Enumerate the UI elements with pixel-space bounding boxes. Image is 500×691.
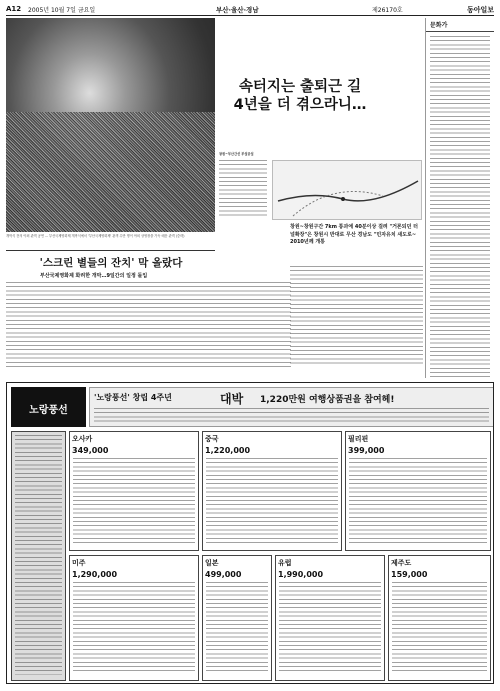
ad-cell-name: 유럽: [278, 559, 292, 567]
festival-headline: '스크린 별들의 잔치' 막 올랐다: [39, 257, 183, 269]
commute-lead: 창원~창원구간 7km 통과에 40분이상 걸려 "거론되던 터널확장"은 창원시 반대로 무산 경남도 "민자유치 새도로~ 2010년께 개통: [290, 224, 418, 245]
ad-cell-name: 미주: [72, 559, 86, 567]
ad-cell-price: 159,000: [391, 570, 428, 579]
ad-slogan: '노랑풍선' 창립 4주년: [94, 393, 172, 402]
travel-ad: [6, 382, 494, 684]
festival-subtitle: 부산국제영화제 화려한 개막…9일간의 일정 돌입: [40, 273, 148, 279]
commute-headline-1: 속터지는 출퇴근 길: [238, 79, 362, 95]
ad-cell-name: 필리핀: [348, 435, 369, 443]
ad-cell-price: 499,000: [205, 570, 242, 579]
festival-photo: [6, 18, 215, 232]
section-title: 부산·울산·경남: [216, 6, 259, 14]
ad-big: 대박: [220, 392, 244, 406]
ad-cell-price: 1,220,000: [205, 446, 251, 455]
ad-brand: 노랑풍선: [11, 387, 86, 427]
issue-number: 제26170호: [372, 7, 403, 14]
ad-cell-name: 오사카: [72, 435, 93, 443]
culture-sidebar: [425, 18, 494, 378]
commute-headline-2: 4년을 더 겪으라니…: [233, 97, 367, 113]
page-header: [6, 4, 494, 16]
ad-cell-name: 제주도: [391, 559, 412, 567]
issue-date: 2005년 10월 7일 금요일: [28, 7, 96, 14]
ad-cell-name: 중국: [205, 435, 219, 443]
newspaper-name: 동아일보: [466, 6, 494, 14]
map-label: 창원~부산간선 부설공설: [219, 152, 254, 156]
photo-caption: 개막식 전의 야외 관객 공연 ... 부산국제영화제 개막식에서 '부산국제영화제' 관객 수만 명이 야외 상영장을 가득 메운 관객 (중략): [6, 234, 185, 238]
ad-cell-name: 일본: [205, 559, 219, 567]
route-map: [272, 160, 422, 220]
ad-cell-price: 349,000: [72, 446, 109, 455]
ad-cell-price: 1,990,000: [278, 570, 324, 579]
ad-cell-price: 1,290,000: [72, 570, 118, 579]
sidebar-title: 문화가: [426, 18, 494, 32]
page-number: A12: [6, 5, 22, 13]
ad-cell-price: 399,000: [348, 446, 385, 455]
ad-promo: 1,220만원 여행상품권을 참여헤!: [260, 395, 395, 405]
